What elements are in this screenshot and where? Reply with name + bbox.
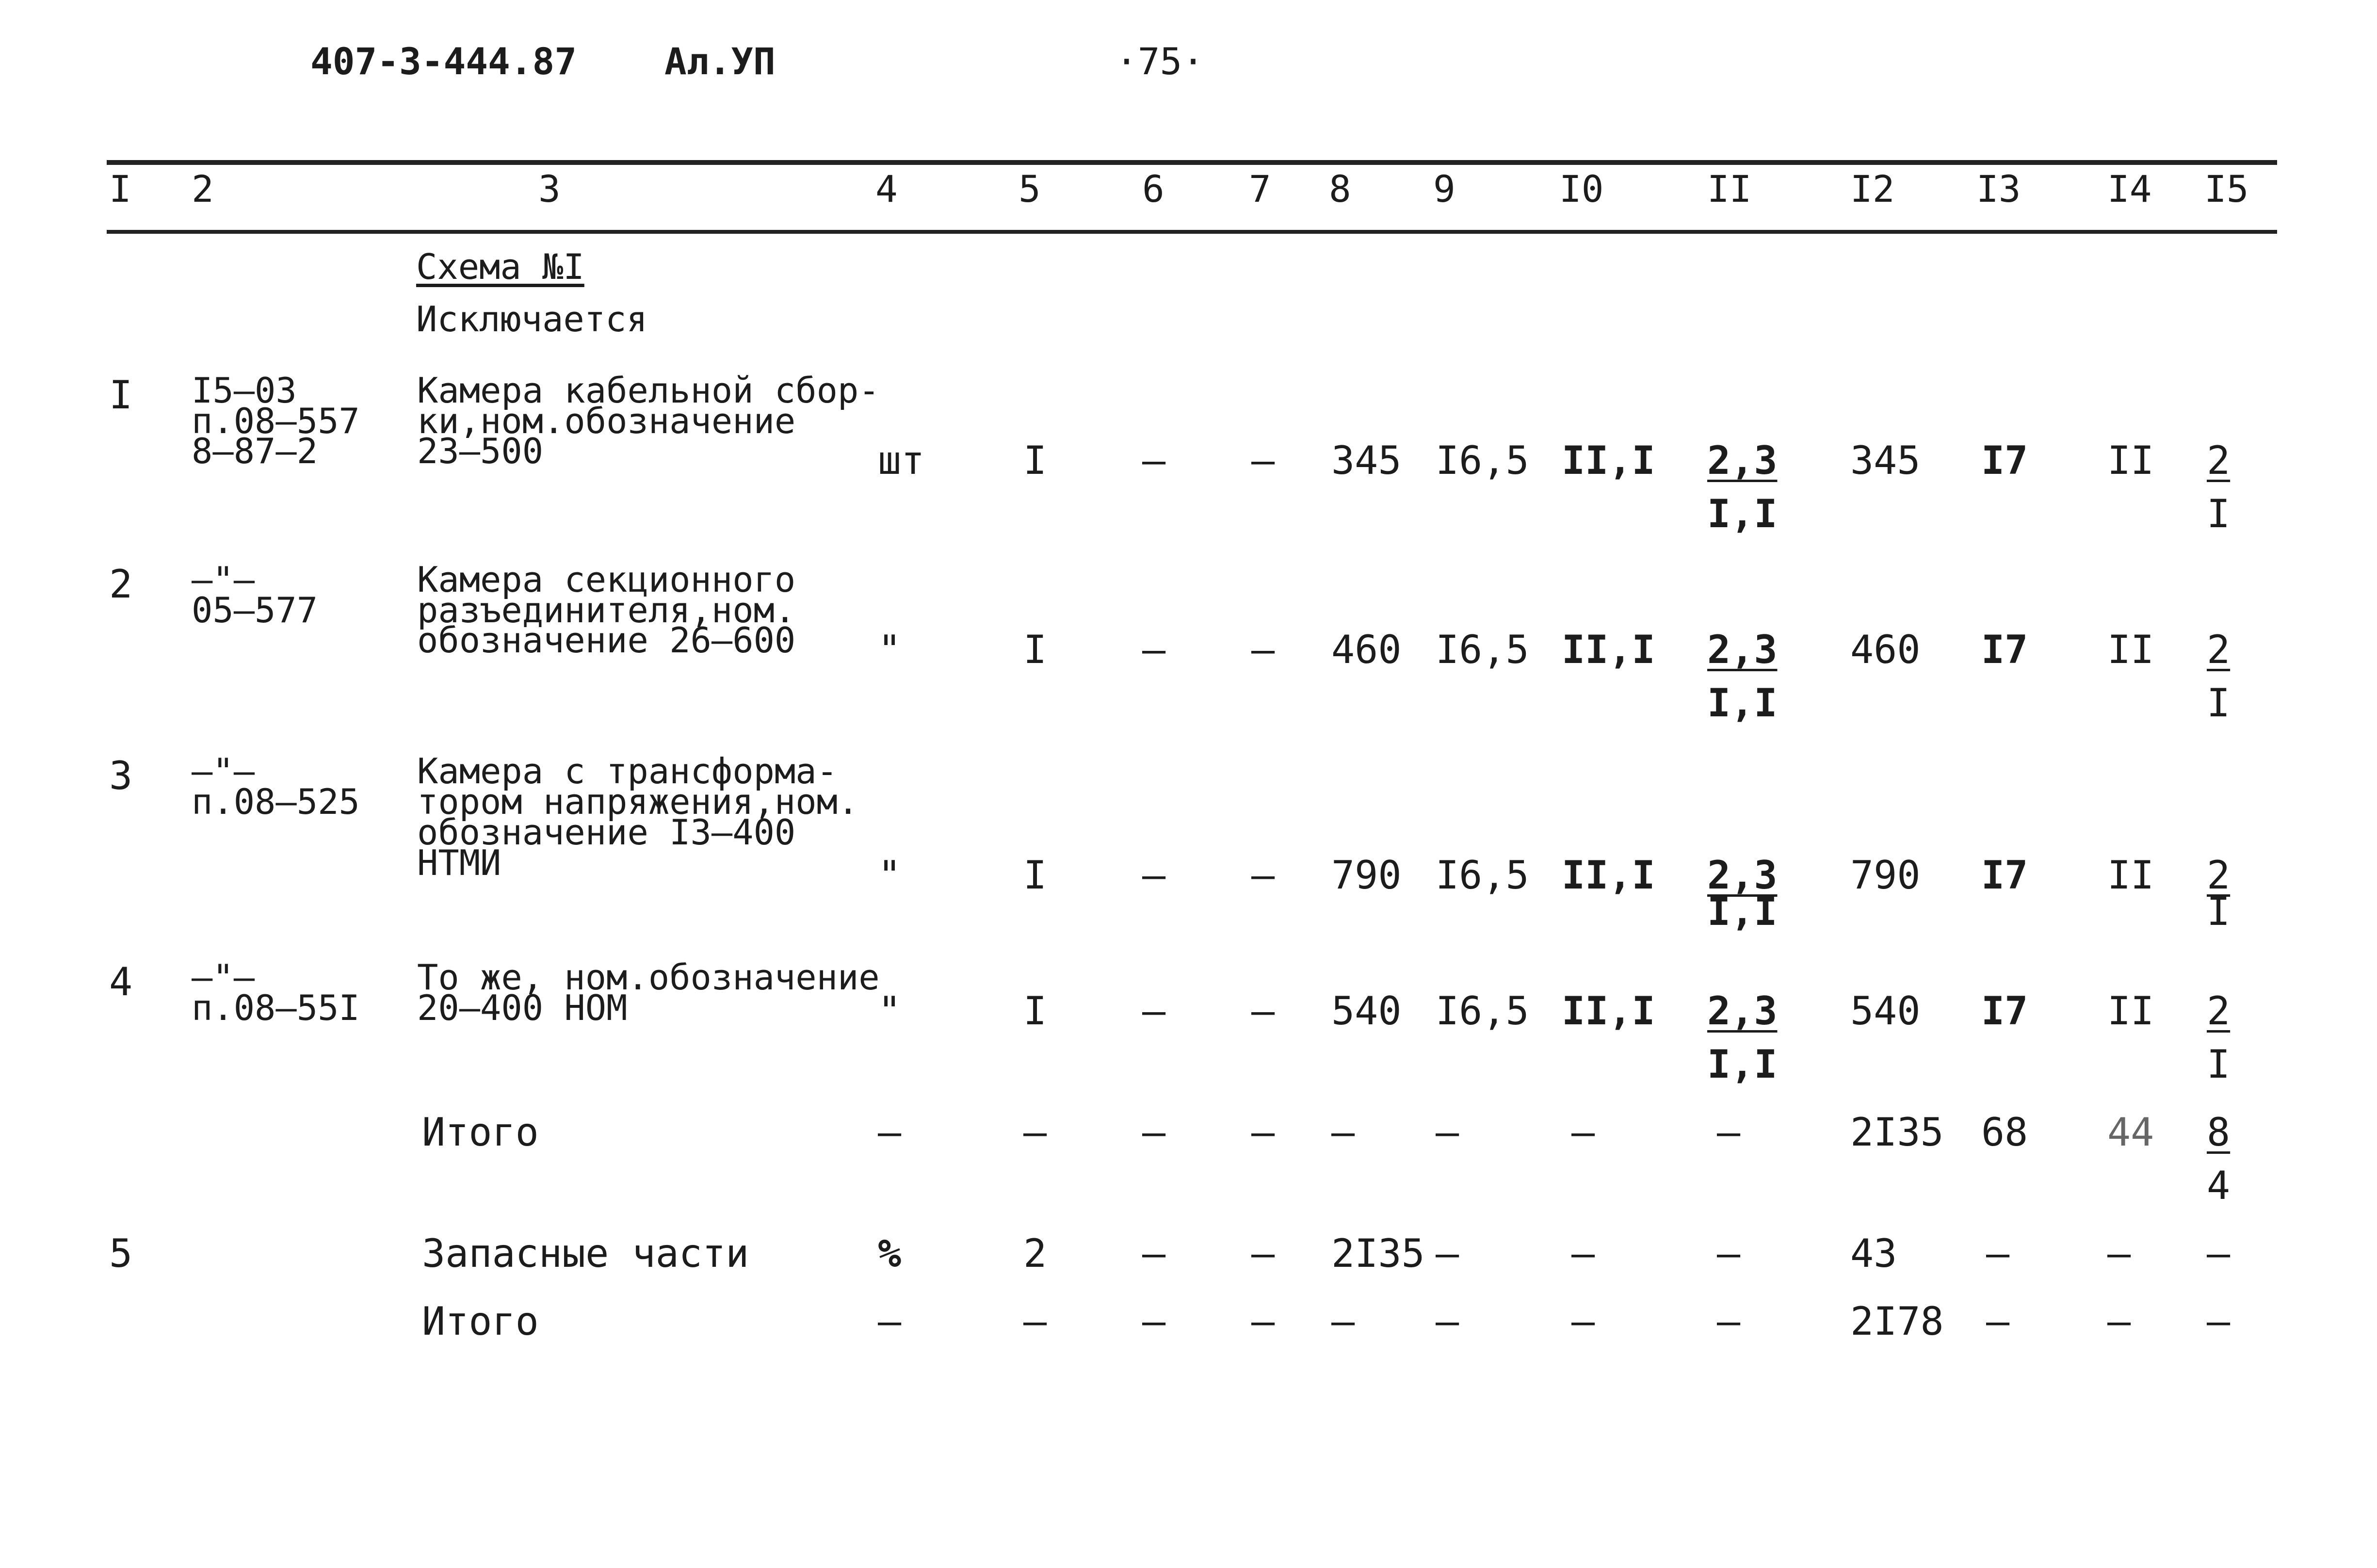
column-header: 2 <box>192 167 214 210</box>
row-number: 3 <box>109 753 133 798</box>
subtotal-label: Итого <box>422 1110 539 1155</box>
total-dash: – <box>1571 1299 1595 1344</box>
row-col14: II <box>2107 627 2154 672</box>
row-col13: I7 <box>1981 438 2028 483</box>
row-col14: II <box>2107 988 2154 1034</box>
row-code-line: –"– <box>192 751 255 792</box>
row-col9: I6,5 <box>1436 438 1529 483</box>
column-header: 3 <box>538 167 561 210</box>
total-dash: – <box>1023 1299 1047 1344</box>
subtotal-col12: 2I35 <box>1850 1110 1944 1155</box>
column-header: I <box>109 167 131 210</box>
row-code-line: п.08–525 <box>192 781 360 822</box>
row-col7: – <box>1251 853 1275 898</box>
subtotal-col15-denominator: 4 <box>2207 1163 2231 1208</box>
row-col11-denominator: I,I <box>1707 1042 1778 1087</box>
total-col12: 2I78 <box>1850 1299 1944 1344</box>
row-quantity: I <box>1023 853 1047 898</box>
row-number: 4 <box>109 959 133 1004</box>
row-unit: " <box>878 988 902 1034</box>
subtotal-col14: 44 <box>2107 1110 2154 1155</box>
row-col10: II,I <box>1562 853 1655 898</box>
row-col13: – <box>1986 1231 2010 1276</box>
section-subtitle: Исключается <box>416 299 647 339</box>
row-col8: 345 <box>1331 438 1402 483</box>
column-header: 8 <box>1329 167 1351 210</box>
row-description-line: То же, ном.обозначение <box>417 957 880 998</box>
subtotal-col13: 68 <box>1981 1110 2028 1155</box>
column-header: 7 <box>1249 167 1271 210</box>
row-col15-denominator: I <box>2207 889 2231 934</box>
column-header: I0 <box>1559 167 1604 210</box>
table-header-rule <box>107 230 2277 234</box>
row-code-line: –"– <box>192 559 255 600</box>
row-col9: I6,5 <box>1436 853 1529 898</box>
row-col11-numerator: 2,3 <box>1707 438 1778 483</box>
row-col12: 43 <box>1850 1231 1897 1276</box>
row-code-line: 05–577 <box>192 590 318 630</box>
column-header: 6 <box>1142 167 1164 210</box>
row-col15: – <box>2207 1231 2231 1276</box>
total-dash: – <box>2207 1299 2231 1344</box>
row-description-line: обозначение I3–400 <box>417 812 796 853</box>
row-col15-numerator: 2 <box>2207 988 2231 1034</box>
row-col9: I6,5 <box>1436 627 1529 672</box>
row-col6: – <box>1142 988 1166 1034</box>
row-description-line: ки,ном.обозначение <box>417 401 796 441</box>
row-col10: II,I <box>1562 438 1655 483</box>
subtotal-dash: – <box>1436 1110 1459 1155</box>
row-col6: – <box>1142 1231 1166 1276</box>
row-description-line: тором напряжения,ном. <box>417 781 859 822</box>
subtotal-dash: – <box>1023 1110 1047 1155</box>
column-header: I3 <box>1976 167 2021 210</box>
row-col12: 790 <box>1850 853 1921 898</box>
total-dash: – <box>1142 1299 1166 1344</box>
row-col10: II,I <box>1562 988 1655 1034</box>
row-quantity: 2 <box>1023 1231 1047 1276</box>
row-col11: – <box>1717 1231 1741 1276</box>
subtotal-col15-numerator: 8 <box>2207 1110 2231 1155</box>
row-quantity: I <box>1023 438 1047 483</box>
row-col11-denominator: I,I <box>1707 491 1778 536</box>
table-top-rule <box>107 160 2277 165</box>
album-number: Ал.УП <box>664 40 776 83</box>
row-col12: 345 <box>1850 438 1921 483</box>
subtotal-dash: – <box>1251 1110 1275 1155</box>
row-number: 2 <box>109 562 133 607</box>
row-col7: – <box>1251 988 1275 1034</box>
column-header: 9 <box>1433 167 1455 210</box>
row-code-line: п.08–557 <box>192 401 360 441</box>
total-dash: – <box>1717 1299 1741 1344</box>
row-unit: шт <box>878 438 925 483</box>
subtotal-dash: – <box>1142 1110 1166 1155</box>
row-number: 5 <box>109 1231 133 1276</box>
row-col9: – <box>1436 1231 1459 1276</box>
row-col11-numerator: 2,3 <box>1707 853 1778 898</box>
row-col13: I7 <box>1981 627 2028 672</box>
row-unit: " <box>878 627 902 672</box>
total-dash: – <box>1436 1299 1459 1344</box>
row-quantity: I <box>1023 988 1047 1034</box>
row-col12: 460 <box>1850 627 1921 672</box>
row-col6: – <box>1142 438 1166 483</box>
column-header: I5 <box>2204 167 2249 210</box>
row-code-line: I5–03 <box>192 370 297 411</box>
row-col7: – <box>1251 438 1275 483</box>
row-col11-numerator: 2,3 <box>1707 988 1778 1034</box>
row-code-line: 8–87–2 <box>192 431 318 471</box>
subtotal-dash: – <box>1571 1110 1595 1155</box>
row-col8: 790 <box>1331 853 1402 898</box>
row-code-line: –"– <box>192 957 255 998</box>
row-col15-denominator: I <box>2207 680 2231 726</box>
row-code-line: п.08–55I <box>192 987 360 1028</box>
row-col9: I6,5 <box>1436 988 1529 1034</box>
row-col13: I7 <box>1981 853 2028 898</box>
row-col14: II <box>2107 438 2154 483</box>
row-unit: % <box>878 1231 902 1276</box>
row-col7: – <box>1251 627 1275 672</box>
row-description-line: НТМИ <box>417 842 501 883</box>
row-description-line: обозначение 26–600 <box>417 620 796 661</box>
column-header: I4 <box>2107 167 2152 210</box>
row-description-line: разъединителя,ном. <box>417 590 796 630</box>
subtotal-dash: – <box>1331 1110 1355 1155</box>
row-col10: – <box>1571 1231 1595 1276</box>
total-dash: – <box>1251 1299 1275 1344</box>
total-dash: – <box>878 1299 902 1344</box>
row-description-line: 23–500 <box>417 431 544 471</box>
row-quantity: I <box>1023 627 1047 672</box>
row-unit: " <box>878 853 902 898</box>
row-col15-numerator: 2 <box>2207 438 2231 483</box>
spare-parts-label: Запасные части <box>422 1231 749 1276</box>
page-number: ·75· <box>1116 40 1205 83</box>
total-dash: – <box>2107 1299 2131 1344</box>
total-dash: – <box>1331 1299 1355 1344</box>
row-col14: – <box>2107 1231 2131 1276</box>
row-col10: II,I <box>1562 627 1655 672</box>
row-description-line: Камера секционного <box>417 559 796 600</box>
row-description-line: 20–400 НОМ <box>417 987 628 1028</box>
section-title: Схема №I <box>416 246 584 287</box>
row-col14: II <box>2107 853 2154 898</box>
document-code: 407-3-444.87 <box>310 40 577 83</box>
row-col15-denominator: I <box>2207 1042 2231 1087</box>
row-col11-denominator: I,I <box>1707 889 1778 934</box>
column-header: 5 <box>1019 167 1041 210</box>
column-header: I2 <box>1850 167 1895 210</box>
subtotal-dash: – <box>1717 1110 1741 1155</box>
row-col11-denominator: I,I <box>1707 680 1778 726</box>
row-col6: – <box>1142 627 1166 672</box>
row-col13: I7 <box>1981 988 2028 1034</box>
row-col8: 540 <box>1331 988 1402 1034</box>
total-label: Итого <box>422 1299 539 1344</box>
column-header: II <box>1707 167 1752 210</box>
row-number: I <box>109 372 133 418</box>
row-col8: 2I35 <box>1331 1231 1425 1276</box>
row-col12: 540 <box>1850 988 1921 1034</box>
row-col15-denominator: I <box>2207 491 2231 536</box>
total-dash: – <box>1986 1299 2010 1344</box>
row-col11-numerator: 2,3 <box>1707 627 1778 672</box>
row-description-line: Камера с трансформа- <box>417 751 838 792</box>
row-col15-numerator: 2 <box>2207 853 2231 898</box>
row-col15-numerator: 2 <box>2207 627 2231 672</box>
row-col8: 460 <box>1331 627 1402 672</box>
row-col6: – <box>1142 853 1166 898</box>
subtotal-dash: – <box>878 1110 902 1155</box>
row-col7: – <box>1251 1231 1275 1276</box>
row-description-line: Камера кабельной сбор- <box>417 370 880 411</box>
column-header: 4 <box>875 167 898 210</box>
